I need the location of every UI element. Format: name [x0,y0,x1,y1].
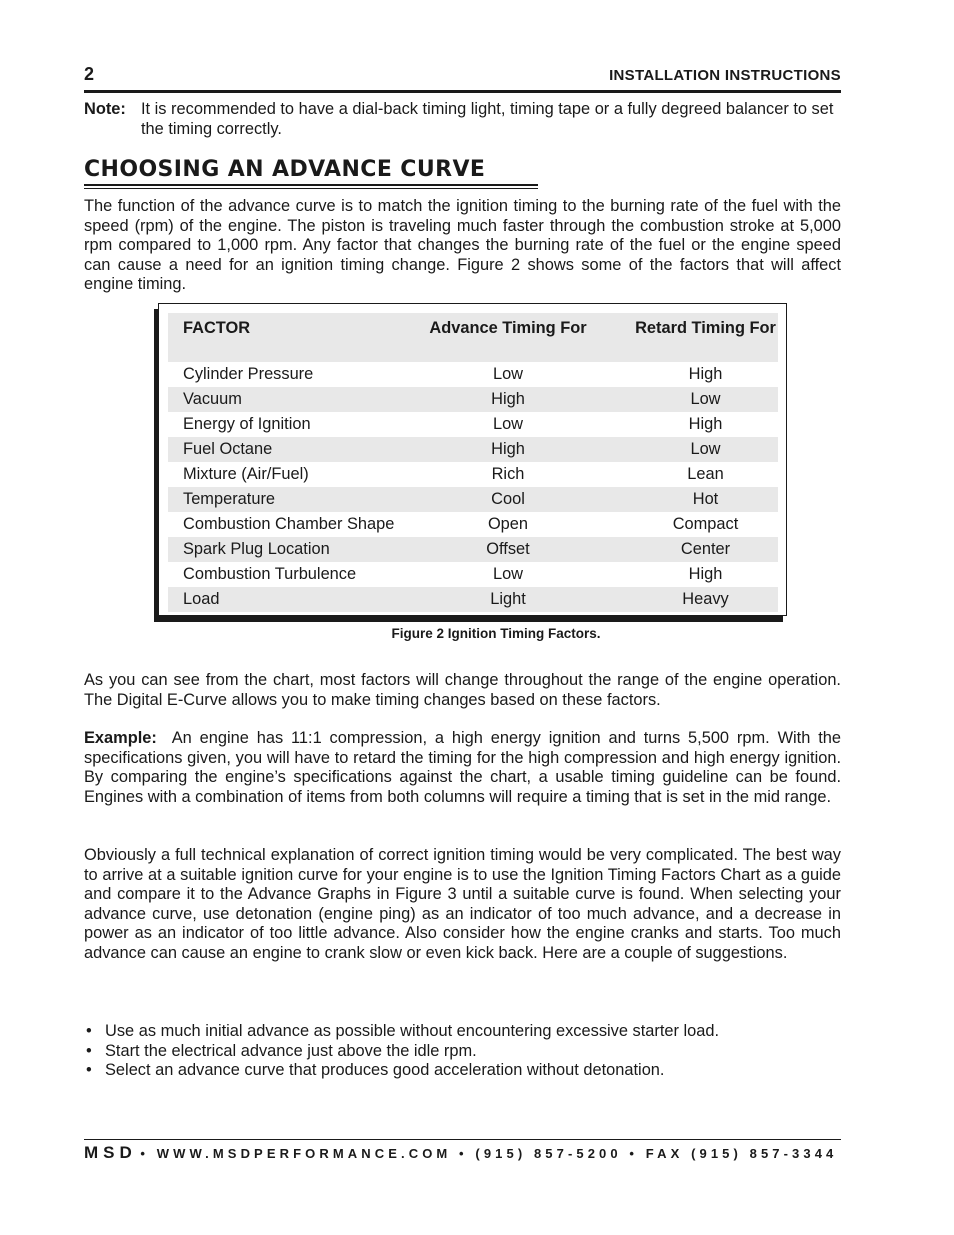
retard-cell: Compact [672,515,739,533]
factor-cell: Combustion Chamber Shape [183,515,395,533]
list-item: • Select an advance curve that produces good acceleration without detonation. [84,1061,841,1081]
section-title: CHOOSING AN ADVANCE CURVE [84,157,486,182]
retard-cell: Low [690,440,721,458]
retard-cell: High [688,415,723,433]
factor-cell: Load [183,590,220,608]
factor-cell: Spark Plug Location [183,540,330,558]
advance-cell: Low [492,415,524,433]
list-item: • Start the electrical advance just above the idle rpm. [84,1042,841,1062]
table-body [168,313,778,612]
after-chart-paragraph: As you can see from the chart, most factors will change throughout the range of the engine operation. The Digital E-Curve allows you to make timing changes based on these factors. [84,671,841,709]
advance-cell: Low [492,565,524,583]
explanation-paragraph: Obviously a full technical explanation of correct ignition timing would be very complicated. The best way to arrive at a suitable ignition curve for your engine is to use the Ignition Timing Factors Chart as a guide and compare it to the Advance Graphs in Figure 3 until a suitable curve is found. When selecting your advance curve, use detonation (engine ping) as an indicator of too much advance, and a decrease in power as an indicator of too little advance. Also consider how the engine cranks and starts. Too much advance can cause an engine to crank slow or even kick back. Here are a couple of suggestions. [84,846,841,962]
table-row [168,537,778,562]
advance-cell: Open [487,515,529,533]
factor-cell: Temperature [183,490,276,508]
section-underline-thin [84,188,538,189]
retard-cell: Center [680,540,731,558]
factor-cell: Cylinder Pressure [183,365,314,383]
retard-cell: Low [690,390,721,408]
timing-factors-table [158,303,787,616]
table-row [168,562,778,587]
intro-paragraph: The function of the advance curve is to match the ignition timing to the burning rate of the fuel with the speed (rpm) of the engine. The piston is traveling much faster through the combustion stroke at 5,000 rpm compared to 1,000 rpm. Any factor that changes the burning rate of the fuel or the engine speed can cause a need for an ignition timing change. Figure 2 shows some of the factors that will affect engine timing. [84,197,841,293]
table-row [168,512,778,537]
note-label: Note: [84,100,126,118]
example-text: An engine has 11:1 compression, a high energy ignition and turns 5,500 rpm. With the specifications given, you will have to retard the timing for the high compression and high energy ignition. By comparing the engine’s specifications against the chart, a usable timing guideline can be found. Engines with a combination of items from both columns will require a timing that is set in the mid range. [84,729,841,806]
advance-cell: Cool [491,490,525,508]
retard-cell: High [688,365,723,383]
table-row [168,387,778,412]
advance-cell: High [491,390,525,408]
table-row [168,437,778,462]
advance-cell: Light [490,590,526,608]
factor-cell: Fuel Octane [183,440,273,458]
footer-divider [84,1139,841,1140]
header-divider [84,90,841,93]
footer [84,1143,841,1163]
note-text: It is recommended to have a dial-back timing light, timing tape or a fully degreed balancer to set the timing correctly. [141,100,834,138]
example-label: Example: [84,729,157,747]
section-underline [84,184,538,186]
retard-cell: Lean [687,465,724,483]
table-header-row [168,313,778,362]
retard-cell: High [688,565,723,583]
footer-contact: • WWW.MSDPERFORMANCE.COM • (915) 857-5200 • FAX (915) 857-3344 [140,1146,838,1161]
advance-cell: Rich [491,465,525,483]
retard-cell: Heavy [682,590,729,608]
table-row [168,462,778,487]
factor-cell: Vacuum [183,390,242,408]
table-row [168,412,778,437]
table-row [168,587,778,612]
table-header-advance: Advance Timing For [429,319,587,337]
advance-cell: Offset [486,540,530,558]
list-item: • Use as much initial advance as possible without encountering excessive starter load. [84,1022,841,1042]
footer-brand: MSD [84,1143,137,1162]
advance-cell: High [491,440,525,458]
table-header-retard: Retard Timing For [635,319,776,337]
table-row [168,362,778,387]
table-header-factor: FACTOR [183,319,251,337]
example-paragraph [84,729,841,807]
page-number: 2 [84,64,95,84]
page-header-title: INSTALLATION INSTRUCTIONS [609,67,841,84]
table-row [168,487,778,512]
advance-cell: Low [492,365,524,383]
factor-cell: Combustion Turbulence [183,565,357,583]
figure-caption: Figure 2 Ignition Timing Factors. [391,626,601,641]
retard-cell: Hot [692,490,719,508]
factor-cell: Mixture (Air/Fuel) [183,465,309,483]
factor-cell: Energy of Ignition [183,415,311,433]
suggestion-list [84,1022,841,1081]
